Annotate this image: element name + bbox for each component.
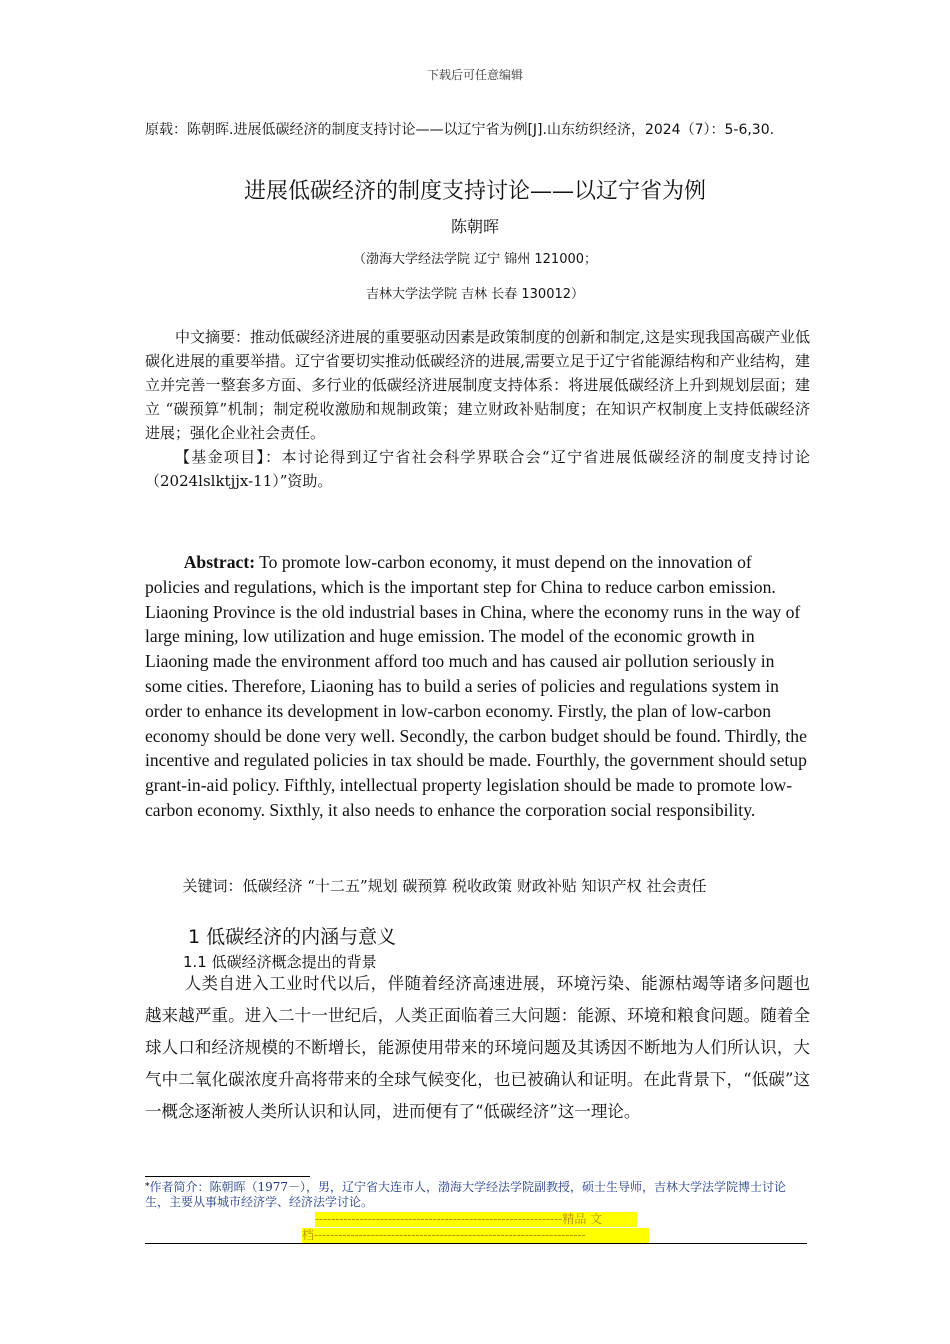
citation-source: 原载：陈朝晖.进展低碳经济的制度支持讨论——以辽宁省为例[J].山东纺织经济，2024（7）：5-6,30. [145, 122, 775, 138]
chinese-abstract-text: 中文摘要：推动低碳经济进展的重要驱动因素是政策制度的创新和制定,这是实现我国高碳产业低碳化进展的重要举措。辽宁省要切实推动低碳经济的进展,需要立足于辽宁省能源结构和产业结构，建立并完善一整套多方面、多行业的低碳经济进展制度支持体系：将进展低碳经济上升到规划层面；建立 “碳预算”机制；制定税收激励和规制政策；建立财政补贴制度；在知识产权制度上支持低碳经济进展；强化企业社会责任。 [145, 328, 810, 442]
english-abstract-label: Abstract: [183, 552, 256, 572]
footnote-marker: * [145, 1182, 150, 1192]
bottom-divider [145, 1243, 807, 1244]
keywords [145, 874, 810, 899]
author-name: 陈朝晖 [450, 217, 499, 236]
chinese-abstract [145, 325, 810, 493]
affiliation-line-2: 吉林大学法学院 吉林 长春 130012） [365, 287, 585, 302]
footnote [145, 1180, 810, 1210]
body-paragraph-text: 人类自进入工业时代以后，伴随着经济高速进展，环境污染、能源枯竭等诸多问题也越来越严重。进入二十一世纪后，人类正面临着三大问题：能源、环境和粮食问题。随着全球人口和经济规模的不断增长，能源使用带来的环境问题及其诱因不断地为人们所认识，大气中二氧化碳浓度升高将带来的全球气候变化，也已被确认和证明。在此背景下，“低碳”这一概念逐渐被人类所认识和认同，进而便有了“低碳经济”这一理论。 [145, 974, 810, 1121]
body-paragraph [145, 968, 810, 1128]
footnote-divider [145, 1176, 310, 1177]
english-abstract-text: To promote low-carbon economy, it must depend on the innovation of policies and regulations, which is the important step for China to reduce carbon emission. Liaoning Province is the old industrial bases in China, where the economy runs in the way of large mining, low utilization and huge emission. The model of the economic growth in Liaoning made the environment afford too much and has caused air pollution seriously in some cities. Therefore, Liaoning has to build a series of policies and regulations system in order to enhance its development in low-carbon economy. Firstly, the plan of low-carbon economy should be done very well. Secondly, the carbon budget should be found. Thirdly, the incentive and regulated policies in tax should be made. Fourthly, the government should setup grant-in-aid policy. Fifthly, intellectual property legislation should be made to promote low-carbon economy. Sixthly, it also needs to enhance the corporation social responsibility. [145, 552, 807, 820]
section-heading-1: 1 低碳经济的内涵与意义 [188, 926, 397, 948]
page-watermark: 下载后可任意编辑 [426, 68, 523, 82]
english-abstract [145, 550, 810, 823]
highlight-banner-line-2: 档------------------------------------------------------------------- [302, 1228, 649, 1243]
keywords-text: 关键词：低碳经济 “十二五”规划 碳预算 税收政策 财政补贴 知识产权 社会责任 [182, 877, 707, 895]
page-title: 进展低碳经济的制度支持讨论——以辽宁省为例 [243, 179, 706, 204]
fund-project: 【基金项目】：本讨论得到辽宁省社会科学界联合会“辽宁省进展低碳经济的制度支持讨论（2024lslktjjx-11）”资助。 [145, 448, 810, 490]
footnote-text: 作者简介：陈朝晖（1977－），男，辽宁省大连市人，渤海大学经法学院副教授，硕士生导师，吉林大学法学院博士讨论生，主要从事城市经济学、经济法学讨论。 [145, 1180, 787, 1209]
affiliation-line-1: （渤海大学经法学院 辽宁 锦州 121000； [352, 252, 598, 267]
highlight-banner-line-1: -------------------------------------------------------------精品 文 [315, 1212, 637, 1227]
section-heading-1-1: 1.1 低碳经济概念提出的背景 [183, 953, 377, 971]
